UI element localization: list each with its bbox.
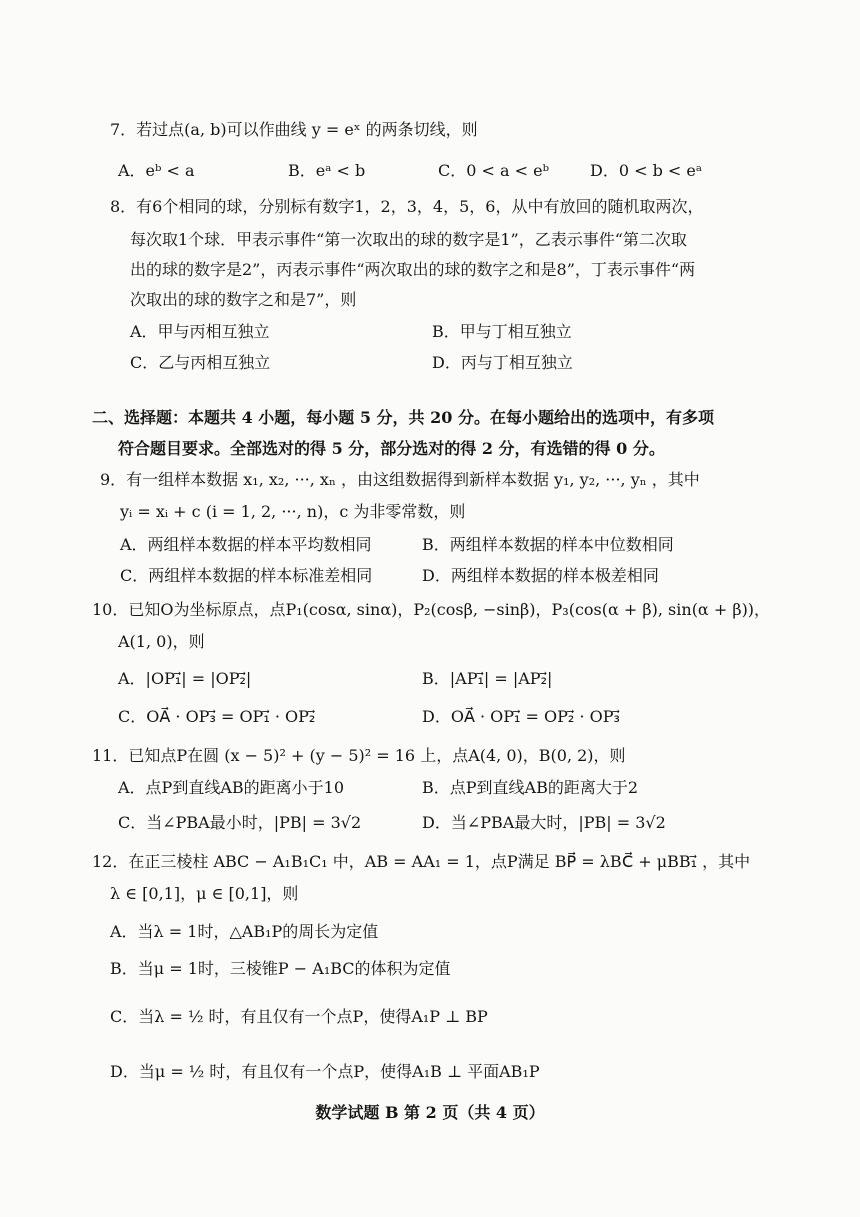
q8-line-1: 8．有6个相同的球，分别标有数字1，2，3，4，5，6，从中有放回的随机取两次，	[110, 197, 704, 216]
q8-option-a: A．甲与丙相互独立	[130, 322, 270, 341]
q10-option-b: B．|AP₁⃗| = |AP₂⃗|	[422, 669, 553, 688]
q8-line-3: 出的球的数字是2”，丙表示事件“两次取出的球的数字之和是8”，丁表示事件“两	[130, 260, 696, 279]
q11-stem: 11．已知点P在圆 (x − 5)² + (y − 5)² = 16 上，点A(4, 0)，B(0, 2)，则	[92, 746, 626, 765]
q12-line-2: λ ∈ [0,1]，μ ∈ [0,1]，则	[110, 884, 299, 903]
q11-option-a: A．点P到直线AB的距离小于10	[118, 778, 344, 797]
q9-option-c: C．两组样本数据的样本标准差相同	[120, 566, 373, 585]
q7-option-d: D．0 < b < eᵃ	[590, 161, 703, 180]
q11-option-d: D．当∠PBA最大时，|PB| = 3√2	[422, 813, 666, 832]
q8-option-d: D．丙与丁相互独立	[432, 353, 573, 372]
q9-line-2: yᵢ = xᵢ + c (i = 1, 2, ···, n)，c 为非零常数，则	[120, 502, 466, 521]
q10-option-a: A．|OP₁⃗| = |OP₂⃗|	[118, 669, 252, 688]
q12-option-b: B．当μ = 1时，三棱锥P − A₁BC的体积为定值	[110, 959, 451, 978]
q10-option-c: C．OA⃗ · OP₃⃗ = OP₁⃗ · OP₂⃗	[118, 707, 316, 726]
q7-option-a: A．eᵇ < a	[118, 161, 195, 180]
q12-option-c: C．当λ = ½ 时，有且仅有一个点P，使得A₁P ⊥ BP	[110, 1007, 488, 1026]
q9-line-1: 9．有一组样本数据 x₁, x₂, ···, xₙ ，由这组数据得到新样本数据 y₁, y₂, ···, yₙ ，其中	[100, 470, 700, 489]
q7-option-c: C．0 < a < eᵇ	[438, 161, 549, 180]
q7-option-b: B．eᵃ < b	[288, 161, 366, 180]
q9-option-a: A．两组样本数据的样本平均数相同	[120, 535, 372, 554]
q12-option-d: D．当μ = ½ 时，有且仅有一个点P，使得A₁B ⊥ 平面AB₁P	[110, 1062, 540, 1081]
q10-line-1: 10．已知O为坐标原点，点P₁(cosα, sinα)，P₂(cosβ, −sinβ)，P₃(cos(α + β), sin(α + β))，	[92, 600, 771, 619]
q9-option-b: B．两组样本数据的样本中位数相同	[422, 535, 674, 554]
q8-option-b: B．甲与丁相互独立	[432, 322, 572, 341]
q11-option-c: C．当∠PBA最小时，|PB| = 3√2	[118, 813, 362, 832]
q12-option-a: A．当λ = 1时，△AB₁P的周长为定值	[110, 922, 379, 941]
q7-stem: 7．若过点(a, b)可以作曲线 y = eˣ 的两条切线，则	[110, 120, 478, 139]
q11-option-b: B．点P到直线AB的距离大于2	[422, 778, 639, 797]
q9-option-d: D．两组样本数据的样本极差相同	[422, 566, 659, 585]
q10-line-2: A(1, 0)，则	[118, 632, 205, 651]
q8-line-2: 每次取1个球．甲表示事件“第一次取出的球的数字是1”，乙表示事件“第二次取	[130, 230, 687, 249]
section-2-instructions: 符合题目要求。全部选对的得 5 分，部分选对的得 2 分，有选错的得 0 分。	[118, 439, 665, 458]
page-footer: 数学试题 B 第 2 页（共 4 页）	[315, 1103, 545, 1122]
q8-line-4: 次取出的球的数字之和是7”，则	[130, 290, 357, 309]
q10-option-d: D．OA⃗ · OP₁⃗ = OP₂⃗ · OP₃⃗	[422, 707, 620, 726]
section-2-heading: 二、选择题：本题共 4 小题，每小题 5 分，共 20 分。在每小题给出的选项中，有多项	[92, 408, 714, 427]
q12-line-1: 12．在正三棱柱 ABC − A₁B₁C₁ 中，AB = AA₁ = 1，点P满足 BP⃗ = λBC⃗ + μBB₁⃗ ，其中	[92, 852, 751, 871]
q8-option-c: C．乙与丙相互独立	[130, 353, 271, 372]
